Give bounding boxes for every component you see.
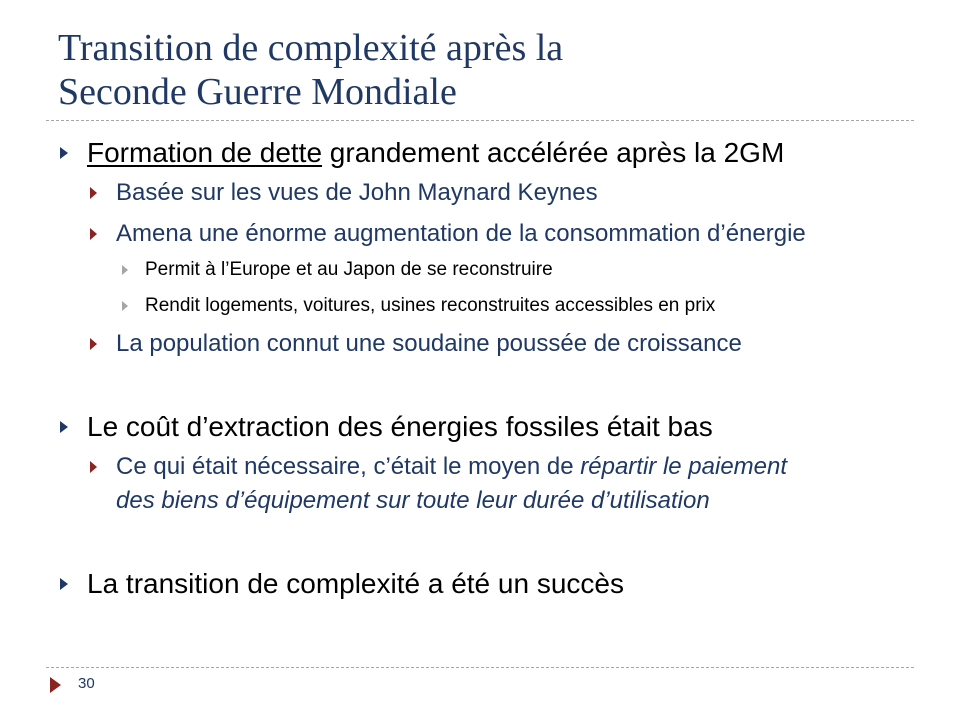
footer-divider <box>46 667 914 668</box>
page-number: 30 <box>78 675 95 692</box>
sub-bullet-text: Basée sur les vues de John Maynard Keynes <box>116 179 598 206</box>
sub-bullet-payment-spread-continued <box>116 486 710 516</box>
sub-bullet-arrow-icon <box>90 228 97 240</box>
bullet-fossil-cost <box>87 410 713 444</box>
sub-bullet-italic-text: des biens d’équipement sur toute leur durée d’utilisation <box>116 487 710 514</box>
sub-bullet-arrow-icon <box>90 461 97 473</box>
title-line-2: Seconde Guerre Mondiale <box>58 71 457 113</box>
sub-bullet-text: Ce qui était nécessaire, c’était le moyen de <box>116 453 581 480</box>
sub-sub-bullet-text: Permit à l’Europe et au Japon de se reconstruire <box>145 259 553 280</box>
bullet-text: La transition de complexité a été un succès <box>87 568 624 599</box>
sub-bullet-keynes <box>116 178 598 208</box>
sub-sub-bullet-reconstruction <box>145 258 553 282</box>
sub-bullet-energy-consumption <box>116 219 806 249</box>
bullet-arrow-icon <box>60 421 68 433</box>
sub-bullet-payment-spread <box>116 452 787 482</box>
bullet-text: grandement accélérée après la 2GM <box>322 137 785 168</box>
bullet-debt-formation <box>87 136 784 170</box>
sub-bullet-arrow-icon <box>90 187 97 199</box>
sub-bullet-arrow-icon <box>90 338 97 350</box>
sub-sub-bullet-arrow-icon <box>122 265 128 275</box>
bullet-arrow-icon <box>60 578 68 590</box>
bullet-transition-success <box>87 567 624 601</box>
sub-bullet-population <box>116 329 742 359</box>
sub-sub-bullet-text: Rendit logements, voitures, usines reconstruites accessibles en prix <box>145 295 716 316</box>
bullet-text: Le coût d’extraction des énergies fossiles était bas <box>87 411 713 442</box>
title-line-1: Transition de complexité après la <box>58 27 564 69</box>
sub-bullet-text: La population connut une soudaine poussée de croissance <box>116 330 742 357</box>
sub-sub-bullet-affordability <box>145 294 715 318</box>
bullet-emphasis: Formation de dette <box>87 137 323 168</box>
slide-title <box>58 26 918 114</box>
footer-triangle-icon <box>50 677 61 693</box>
title-divider <box>46 120 914 121</box>
sub-bullet-text: Amena une énorme augmentation de la consommation d’énergie <box>116 220 806 247</box>
sub-bullet-italic-text: répartir le paiement <box>580 453 788 480</box>
bullet-arrow-icon <box>60 147 68 159</box>
sub-sub-bullet-arrow-icon <box>122 301 128 311</box>
